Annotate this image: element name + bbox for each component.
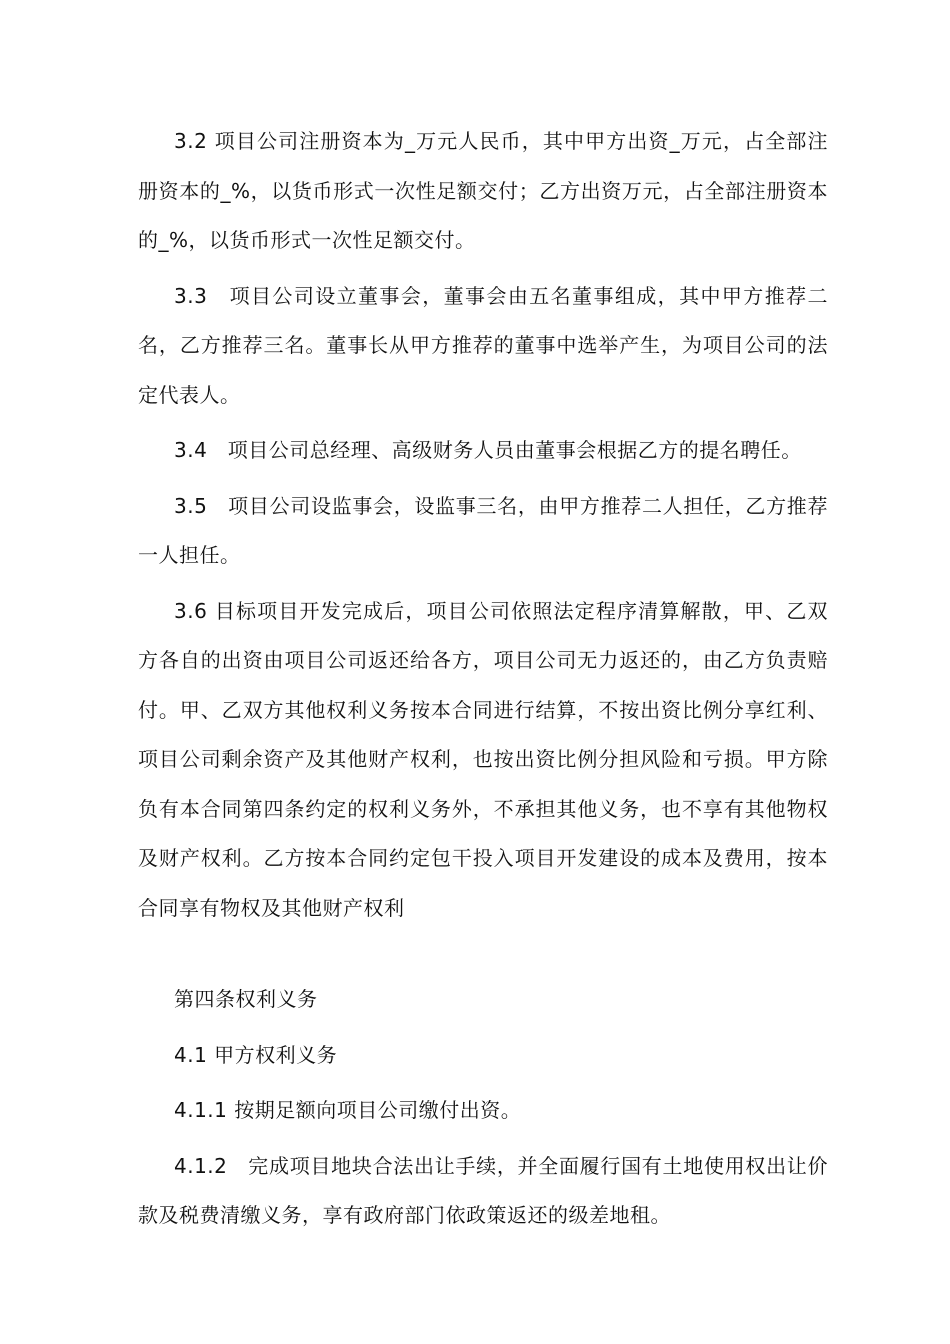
- clause-3-5: 3.5 项目公司设监事会，设监事三名，由甲方推荐二人担任，乙方推荐一人担任。: [138, 493, 828, 567]
- document-body: [138, 117, 828, 1247]
- clause-3-3: 3.3 项目公司设立董事会，董事会由五名董事组成，其中甲方推荐二名，乙方推荐三名。董事长从甲方推荐的董事中选举产生，为项目公司的法定代表人。: [138, 283, 828, 407]
- article-4-heading: 第四条权利义务: [174, 987, 318, 1011]
- clause-3-6: 3.6 目标项目开发完成后，项目公司依照法定程序清算解散，甲、乙双方各自的出资由项目公司返还给各方，项目公司无力返还的，由乙方负责赔付。甲、乙双方其他权利义务按本合同进行结算，不按出资比例分享红利、项目公司剩余资产及其他财产权利，也按出资比例分担风险和亏损。甲方除负有本合同第四条约定的权利义务外，不承担其他义务，也不享有其他物权及财产权利。乙方按本合同约定包干投入项目开发建设的成本及费用，按本合同享有物权及其他财产权利: [138, 598, 828, 920]
- clause-4-1-1: 4.1.1 按期足额向项目公司缴付出资。: [174, 1098, 522, 1122]
- clause-3-2: 3.2 项目公司注册资本为_万元人民币，其中甲方出资_万元，占全部注册资本的_%，以货币形式一次性足额交付；乙方出资万元，占全部注册资本的_%，以货币形式一次性足额交付。: [138, 129, 828, 252]
- clause-4-1-2: 4.1.2 完成项目地块合法出让手续，并全面履行国有土地使用权出让价款及税费清缴义务，享有政府部门依政策返还的级差地租。: [138, 1153, 828, 1227]
- clause-4-1: 4.1 甲方权利义务: [174, 1042, 338, 1067]
- clause-3-4: 3.4 项目公司总经理、高级财务人员由董事会根据乙方的提名聘任。: [174, 438, 802, 462]
- section-gap: [138, 939, 828, 975]
